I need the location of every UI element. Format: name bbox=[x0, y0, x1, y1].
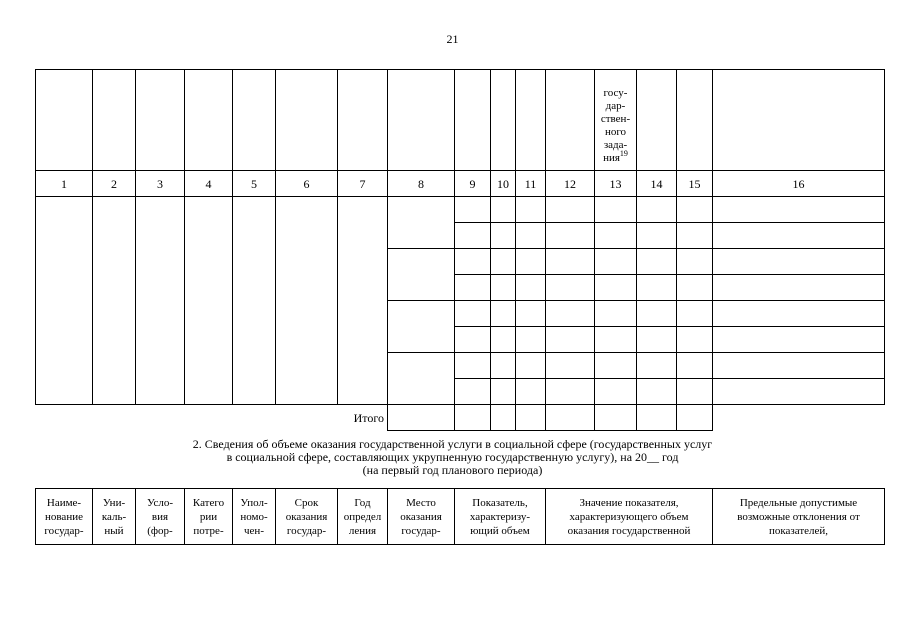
table-cell bbox=[455, 275, 491, 301]
header-cell bbox=[516, 70, 546, 171]
header-cell bbox=[185, 70, 233, 171]
header-text-line: номо- bbox=[240, 511, 268, 523]
header-text-line: вия bbox=[151, 511, 169, 523]
table-cell bbox=[455, 327, 491, 353]
header-cell bbox=[637, 70, 677, 171]
table-cell bbox=[677, 197, 713, 223]
section-title-line: (на первый год планового периода) bbox=[362, 463, 543, 477]
column-number-row bbox=[36, 171, 885, 197]
column-number: 1 bbox=[36, 171, 93, 197]
header-cell bbox=[36, 70, 93, 171]
table-cell bbox=[637, 275, 677, 301]
table-cell bbox=[637, 379, 677, 405]
table-cell bbox=[388, 405, 455, 431]
table-cell bbox=[516, 301, 546, 327]
header-text-line: государ- bbox=[44, 525, 84, 537]
header-text-line: рии bbox=[199, 511, 218, 523]
table-cell bbox=[491, 327, 516, 353]
header-text-line: госу- bbox=[603, 87, 628, 99]
total-row bbox=[36, 405, 885, 431]
table-cell bbox=[516, 223, 546, 249]
table-cell bbox=[713, 301, 885, 327]
header-text-line: государ- bbox=[286, 525, 327, 537]
table-cell bbox=[276, 197, 338, 405]
volume-table bbox=[35, 69, 885, 431]
table-cell bbox=[491, 275, 516, 301]
table-cell bbox=[455, 223, 491, 249]
section-2-table bbox=[35, 488, 885, 545]
header-text-line: потре- bbox=[193, 525, 224, 537]
table-cell bbox=[136, 197, 185, 405]
page-number: 21 bbox=[446, 32, 459, 46]
header-cell bbox=[338, 70, 388, 171]
table-cell bbox=[491, 301, 516, 327]
column-number: 5 bbox=[233, 171, 276, 197]
header-cell bbox=[713, 70, 885, 171]
header-text-line: государ- bbox=[401, 525, 441, 537]
header-text-line: показателей, bbox=[768, 525, 829, 537]
header-cell-name bbox=[36, 489, 93, 545]
column-number: 4 bbox=[185, 171, 233, 197]
table-cell bbox=[595, 197, 637, 223]
header-text-line: оказания bbox=[285, 511, 328, 523]
table-cell bbox=[637, 197, 677, 223]
header-text-line: ного bbox=[604, 126, 627, 138]
header-text-line: возможные отклонения от bbox=[737, 511, 860, 523]
header-cell-deviations bbox=[713, 489, 885, 545]
header-cell-indicator-value bbox=[546, 489, 713, 545]
table-cell bbox=[677, 249, 713, 275]
header-text-line: ющий объем bbox=[470, 525, 530, 537]
section-title-line: в социальной сфере, составляющих укрупненную государственную услугу), на 20__ год bbox=[226, 450, 679, 464]
table-cell bbox=[713, 197, 885, 223]
table-cell bbox=[388, 197, 455, 249]
header-cell-conditions bbox=[136, 489, 185, 545]
table-cell bbox=[546, 275, 595, 301]
table-cell bbox=[713, 379, 885, 405]
header-cell-categories bbox=[185, 489, 233, 545]
table-cell bbox=[595, 379, 637, 405]
header-cell bbox=[93, 70, 136, 171]
header-text-line: Наиме- bbox=[46, 497, 82, 509]
header-text-line: определ bbox=[343, 511, 382, 523]
header-text-line: чен- bbox=[244, 525, 264, 537]
table-cell bbox=[713, 405, 885, 431]
header-text-line: Год bbox=[354, 497, 371, 509]
header-cell-place bbox=[388, 489, 455, 545]
column-number: 3 bbox=[136, 171, 185, 197]
header-text-line: зада- bbox=[603, 139, 628, 151]
column-number: 15 bbox=[677, 171, 713, 197]
table-cell bbox=[546, 327, 595, 353]
table-cell bbox=[491, 197, 516, 223]
header-text-line: Предельные допустимые bbox=[739, 497, 858, 509]
header-text-line: Срок bbox=[294, 497, 319, 509]
header-cell-state-assignment bbox=[595, 70, 637, 171]
header-row bbox=[36, 70, 885, 171]
table-cell bbox=[455, 405, 491, 431]
table-cell bbox=[388, 353, 455, 405]
table-cell bbox=[36, 197, 93, 405]
header-text-line: ствен- bbox=[600, 113, 631, 125]
table-cell bbox=[677, 379, 713, 405]
header-text-line: ния bbox=[603, 152, 620, 164]
table-cell bbox=[491, 379, 516, 405]
table-cell bbox=[516, 379, 546, 405]
header-cell-year bbox=[338, 489, 388, 545]
table-cell bbox=[185, 197, 233, 405]
column-number: 14 bbox=[637, 171, 677, 197]
header-text-line: Показатель, bbox=[472, 497, 528, 509]
column-number: 11 bbox=[516, 171, 546, 197]
header-cell-term bbox=[276, 489, 338, 545]
table-cell bbox=[713, 249, 885, 275]
table-cell bbox=[595, 249, 637, 275]
table-cell bbox=[677, 275, 713, 301]
table-cell bbox=[455, 249, 491, 275]
table-cell bbox=[516, 249, 546, 275]
table-cell bbox=[516, 405, 546, 431]
table-cell bbox=[455, 353, 491, 379]
column-number: 16 bbox=[713, 171, 885, 197]
header-cell-indicator bbox=[455, 489, 546, 545]
table-cell bbox=[546, 405, 595, 431]
header-cell-authorized bbox=[233, 489, 276, 545]
header-text-line: оказания bbox=[400, 511, 442, 523]
column-number: 9 bbox=[455, 171, 491, 197]
header-text-line: ный bbox=[104, 525, 124, 537]
header-text-line: Упол- bbox=[240, 497, 268, 509]
header-text-line: Катего bbox=[192, 497, 225, 509]
header-cell bbox=[388, 70, 455, 171]
table-cell bbox=[388, 301, 455, 353]
table-cell bbox=[491, 353, 516, 379]
table-cell bbox=[637, 405, 677, 431]
header-text-line: Уни- bbox=[102, 497, 126, 509]
header-cell bbox=[546, 70, 595, 171]
header-cell bbox=[491, 70, 516, 171]
header-cell-unique bbox=[93, 489, 136, 545]
table-cell bbox=[455, 197, 491, 223]
table-cell bbox=[516, 275, 546, 301]
header-cell bbox=[276, 70, 338, 171]
table-cell bbox=[491, 249, 516, 275]
total-label: Итого bbox=[338, 405, 388, 431]
header-text-line: характеризу- bbox=[469, 511, 531, 523]
column-number: 12 bbox=[546, 171, 595, 197]
table-cell bbox=[546, 379, 595, 405]
table-cell bbox=[516, 327, 546, 353]
table-cell bbox=[637, 301, 677, 327]
header-text-line: (фор- bbox=[147, 525, 173, 537]
table-cell bbox=[546, 197, 595, 223]
table-cell bbox=[713, 353, 885, 379]
header-text-line: оказания государственной bbox=[567, 525, 691, 537]
table-cell bbox=[546, 223, 595, 249]
table-cell bbox=[546, 249, 595, 275]
table-cell bbox=[677, 353, 713, 379]
table-cell bbox=[93, 197, 136, 405]
table-cell bbox=[677, 405, 713, 431]
table-cell bbox=[595, 327, 637, 353]
table-cell bbox=[516, 353, 546, 379]
table-cell bbox=[595, 353, 637, 379]
column-number: 2 bbox=[93, 171, 136, 197]
table-cell bbox=[677, 301, 713, 327]
table-cell bbox=[637, 327, 677, 353]
table-cell bbox=[546, 353, 595, 379]
table-cell bbox=[491, 405, 516, 431]
table-cell bbox=[388, 249, 455, 301]
header-text-line: Место bbox=[406, 497, 436, 509]
header-row bbox=[36, 489, 885, 545]
column-number: 10 bbox=[491, 171, 516, 197]
table-cell bbox=[637, 223, 677, 249]
header-cell bbox=[455, 70, 491, 171]
header-text-line: Значение показателя, bbox=[579, 497, 679, 509]
table-cell bbox=[338, 197, 388, 405]
table-cell bbox=[637, 249, 677, 275]
section-2-title bbox=[0, 438, 905, 477]
table-cell bbox=[546, 301, 595, 327]
header-text-line: ления bbox=[348, 525, 377, 537]
header-text-line: каль- bbox=[101, 511, 127, 523]
column-number: 13 bbox=[595, 171, 637, 197]
header-text-line: Усло- bbox=[146, 497, 173, 509]
table-cell bbox=[713, 275, 885, 301]
table-cell bbox=[516, 197, 546, 223]
header-cell bbox=[677, 70, 713, 171]
table-row bbox=[36, 197, 885, 223]
table-cell bbox=[233, 197, 276, 405]
header-text-line: характеризующего объем bbox=[569, 511, 689, 523]
table-cell bbox=[677, 327, 713, 353]
column-number: 6 bbox=[276, 171, 338, 197]
header-cell bbox=[136, 70, 185, 171]
table-cell bbox=[637, 353, 677, 379]
table-cell bbox=[713, 327, 885, 353]
footnote-mark: 19 bbox=[619, 149, 628, 158]
table-cell bbox=[36, 405, 338, 431]
header-text-line: дар- bbox=[605, 100, 626, 112]
header-cell bbox=[233, 70, 276, 171]
table-cell bbox=[491, 223, 516, 249]
table-cell bbox=[595, 223, 637, 249]
table-cell bbox=[455, 379, 491, 405]
table-cell bbox=[595, 301, 637, 327]
column-number: 7 bbox=[338, 171, 388, 197]
table-cell bbox=[595, 405, 637, 431]
column-number: 8 bbox=[388, 171, 455, 197]
table-cell bbox=[455, 301, 491, 327]
table-cell bbox=[677, 223, 713, 249]
table-cell bbox=[595, 275, 637, 301]
header-text-line: нование bbox=[45, 511, 83, 523]
table-cell bbox=[713, 223, 885, 249]
section-title-line: 2. Сведения об объеме оказания государственной услуги в социальной сфере (государственных услуг bbox=[192, 437, 713, 451]
